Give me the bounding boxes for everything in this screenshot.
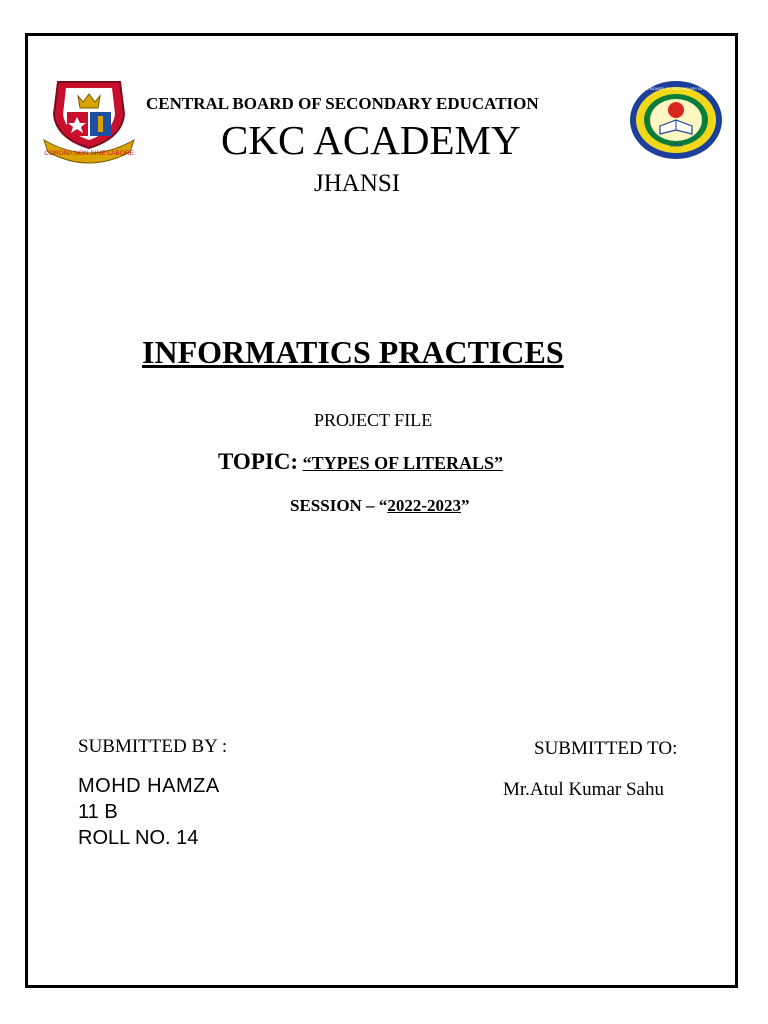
school-crest-icon: [36, 74, 142, 166]
cbse-emblem-icon: [626, 78, 726, 162]
emblem-ring-text: CENTRAL BOARD OF SECONDARY EDUCATION: [630, 86, 722, 91]
school-name: CKC ACADEMY: [221, 117, 521, 163]
student-class: 11 B: [78, 801, 118, 823]
student-roll: ROLL NO. 14: [78, 827, 199, 849]
submitted-by-label: SUBMITTED BY :: [78, 736, 228, 757]
session-line: [290, 496, 470, 516]
student-name: MOHD HAMZA: [78, 775, 220, 797]
project-type: PROJECT FILE: [314, 410, 433, 430]
session-close: ”: [461, 496, 470, 515]
crest-motto: CORONA NON SINE LABORE: [44, 150, 134, 157]
topic-label: TOPIC:: [218, 449, 299, 474]
city-name: JHANSI: [314, 170, 401, 197]
board-name: CENTRAL BOARD OF SECONDARY EDUCATION: [146, 94, 539, 113]
submitted-to-label: SUBMITTED TO:: [534, 738, 678, 759]
topic-value: “TYPES OF LITERALS”: [302, 453, 503, 473]
session-value: 2022-2023: [387, 496, 461, 515]
topic-line: [218, 449, 503, 475]
subject-title: INFORMATICS PRACTICES: [142, 334, 564, 370]
emblem-bottom-text: INDIA: [669, 143, 683, 149]
teacher-name: Mr.Atul Kumar Sahu: [503, 779, 664, 800]
session-label: SESSION – “: [290, 496, 388, 515]
